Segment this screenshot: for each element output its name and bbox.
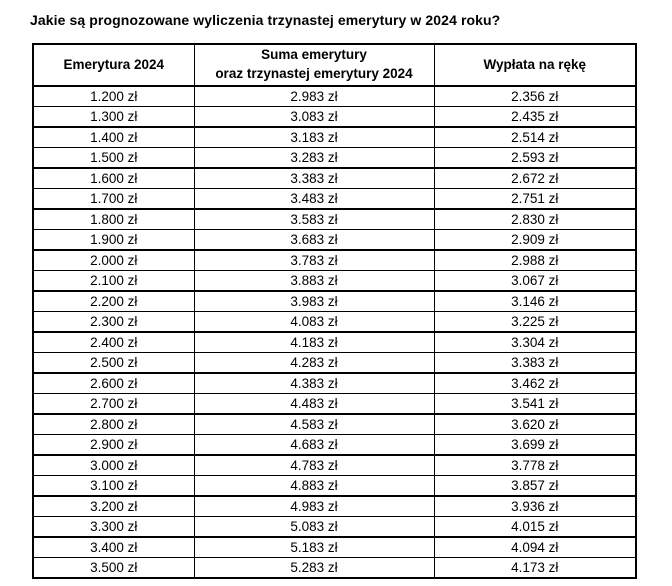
table-row	[33, 496, 636, 517]
table-cell: 2.300 zł	[33, 312, 194, 333]
table-cell: 3.983 zł	[194, 291, 434, 312]
header-suma-emerytury-line2: oraz trzynastej emerytury 2024	[215, 66, 413, 81]
table-row	[33, 414, 636, 435]
table-cell: 3.304 zł	[434, 332, 636, 353]
header-suma-emerytury	[194, 44, 434, 86]
table-row	[33, 517, 636, 538]
table-cell: 2.909 zł	[434, 230, 636, 251]
table-cell: 3.699 zł	[434, 435, 636, 456]
header-row	[33, 44, 636, 86]
table-cell: 3.067 zł	[434, 271, 636, 292]
table-cell: 3.936 zł	[434, 496, 636, 517]
table-row	[33, 291, 636, 312]
header-wyplata-na-reke	[434, 44, 636, 86]
table-header	[33, 44, 636, 86]
table-cell: 2.700 zł	[33, 394, 194, 415]
table-cell: 1.400 zł	[33, 127, 194, 148]
table-cell: 5.283 zł	[194, 558, 434, 579]
table-row	[33, 250, 636, 271]
table-row	[33, 537, 636, 558]
table-cell: 4.083 zł	[194, 312, 434, 333]
table-cell: 2.400 zł	[33, 332, 194, 353]
table-cell: 2.593 zł	[434, 148, 636, 169]
table-cell: 3.778 zł	[434, 455, 636, 476]
table-cell: 4.883 zł	[194, 476, 434, 497]
table-cell: 1.600 zł	[33, 168, 194, 189]
table-row	[33, 353, 636, 374]
table-row	[33, 373, 636, 394]
table-cell: 3.200 zł	[33, 496, 194, 517]
table-row	[33, 189, 636, 210]
table-row	[33, 209, 636, 230]
table-cell: 4.183 zł	[194, 332, 434, 353]
table-row	[33, 168, 636, 189]
table-cell: 4.983 zł	[194, 496, 434, 517]
table-cell: 4.283 zł	[194, 353, 434, 374]
table-cell: 4.783 zł	[194, 455, 434, 476]
table-cell: 1.800 zł	[33, 209, 194, 230]
table-row	[33, 394, 636, 415]
table-cell: 3.383 zł	[194, 168, 434, 189]
table-cell: 3.583 zł	[194, 209, 434, 230]
table-row	[33, 148, 636, 169]
table-cell: 3.883 zł	[194, 271, 434, 292]
page-title: Jakie są prognozowane wyliczenia trzynastej emerytury w 2024 roku?	[30, 12, 501, 28]
table-cell: 2.435 zł	[434, 107, 636, 128]
table-cell: 3.483 zł	[194, 189, 434, 210]
table-row	[33, 107, 636, 128]
table-cell: 3.146 zł	[434, 291, 636, 312]
table-cell: 4.015 zł	[434, 517, 636, 538]
table-cell: 3.620 zł	[434, 414, 636, 435]
table-cell: 3.100 zł	[33, 476, 194, 497]
table-cell: 3.857 zł	[434, 476, 636, 497]
table-cell: 4.683 zł	[194, 435, 434, 456]
header-emerytura-2024	[33, 44, 194, 86]
table-cell: 5.183 zł	[194, 537, 434, 558]
table-row	[33, 86, 636, 107]
header-wyplata-na-reke-label: Wypłata na rękę	[483, 56, 587, 72]
table-cell: 1.500 zł	[33, 148, 194, 169]
table-cell: 2.830 zł	[434, 209, 636, 230]
table-row	[33, 271, 636, 292]
table-cell: 2.000 zł	[33, 250, 194, 271]
table-cell: 3.083 zł	[194, 107, 434, 128]
table-cell: 4.383 zł	[194, 373, 434, 394]
table-cell: 2.983 zł	[194, 86, 434, 107]
table-cell: 3.000 zł	[33, 455, 194, 476]
table-cell: 3.500 zł	[33, 558, 194, 579]
table-cell: 4.583 zł	[194, 414, 434, 435]
table-row	[33, 127, 636, 148]
table-cell: 3.462 zł	[434, 373, 636, 394]
table-cell: 3.541 zł	[434, 394, 636, 415]
table-row	[33, 558, 636, 579]
table-cell: 2.672 zł	[434, 168, 636, 189]
table-cell: 4.094 zł	[434, 537, 636, 558]
table-cell: 1.900 zł	[33, 230, 194, 251]
table-row	[33, 332, 636, 353]
table-cell: 2.356 zł	[434, 86, 636, 107]
table-cell: 1.700 zł	[33, 189, 194, 210]
table-cell: 3.400 zł	[33, 537, 194, 558]
table-cell: 2.100 zł	[33, 271, 194, 292]
table-row	[33, 455, 636, 476]
table-cell: 2.500 zł	[33, 353, 194, 374]
table-cell: 2.900 zł	[33, 435, 194, 456]
table-cell: 1.300 zł	[33, 107, 194, 128]
table-cell: 2.200 zł	[33, 291, 194, 312]
table-cell: 2.800 zł	[33, 414, 194, 435]
table-cell: 3.225 zł	[434, 312, 636, 333]
table-row	[33, 312, 636, 333]
header-suma-emerytury-line1: Suma emerytury	[261, 47, 367, 63]
header-emerytura-2024-label: Emerytura 2024	[63, 56, 165, 72]
table-cell: 3.383 zł	[434, 353, 636, 374]
table-cell: 2.514 zł	[434, 127, 636, 148]
table-cell: 3.300 zł	[33, 517, 194, 538]
table-cell: 3.783 zł	[194, 250, 434, 271]
table-cell: 1.200 zł	[33, 86, 194, 107]
table-cell: 2.600 zł	[33, 373, 194, 394]
pension-table	[32, 43, 637, 579]
table-cell: 2.988 zł	[434, 250, 636, 271]
table-cell: 3.283 zł	[194, 148, 434, 169]
table-cell: 5.083 zł	[194, 517, 434, 538]
table-cell: 4.173 zł	[434, 558, 636, 579]
table-cell: 2.751 zł	[434, 189, 636, 210]
table-body	[33, 86, 636, 578]
table-cell: 3.183 zł	[194, 127, 434, 148]
table-row	[33, 435, 636, 456]
table-cell: 4.483 zł	[194, 394, 434, 415]
table-cell: 3.683 zł	[194, 230, 434, 251]
table-row	[33, 476, 636, 497]
table-row	[33, 230, 636, 251]
